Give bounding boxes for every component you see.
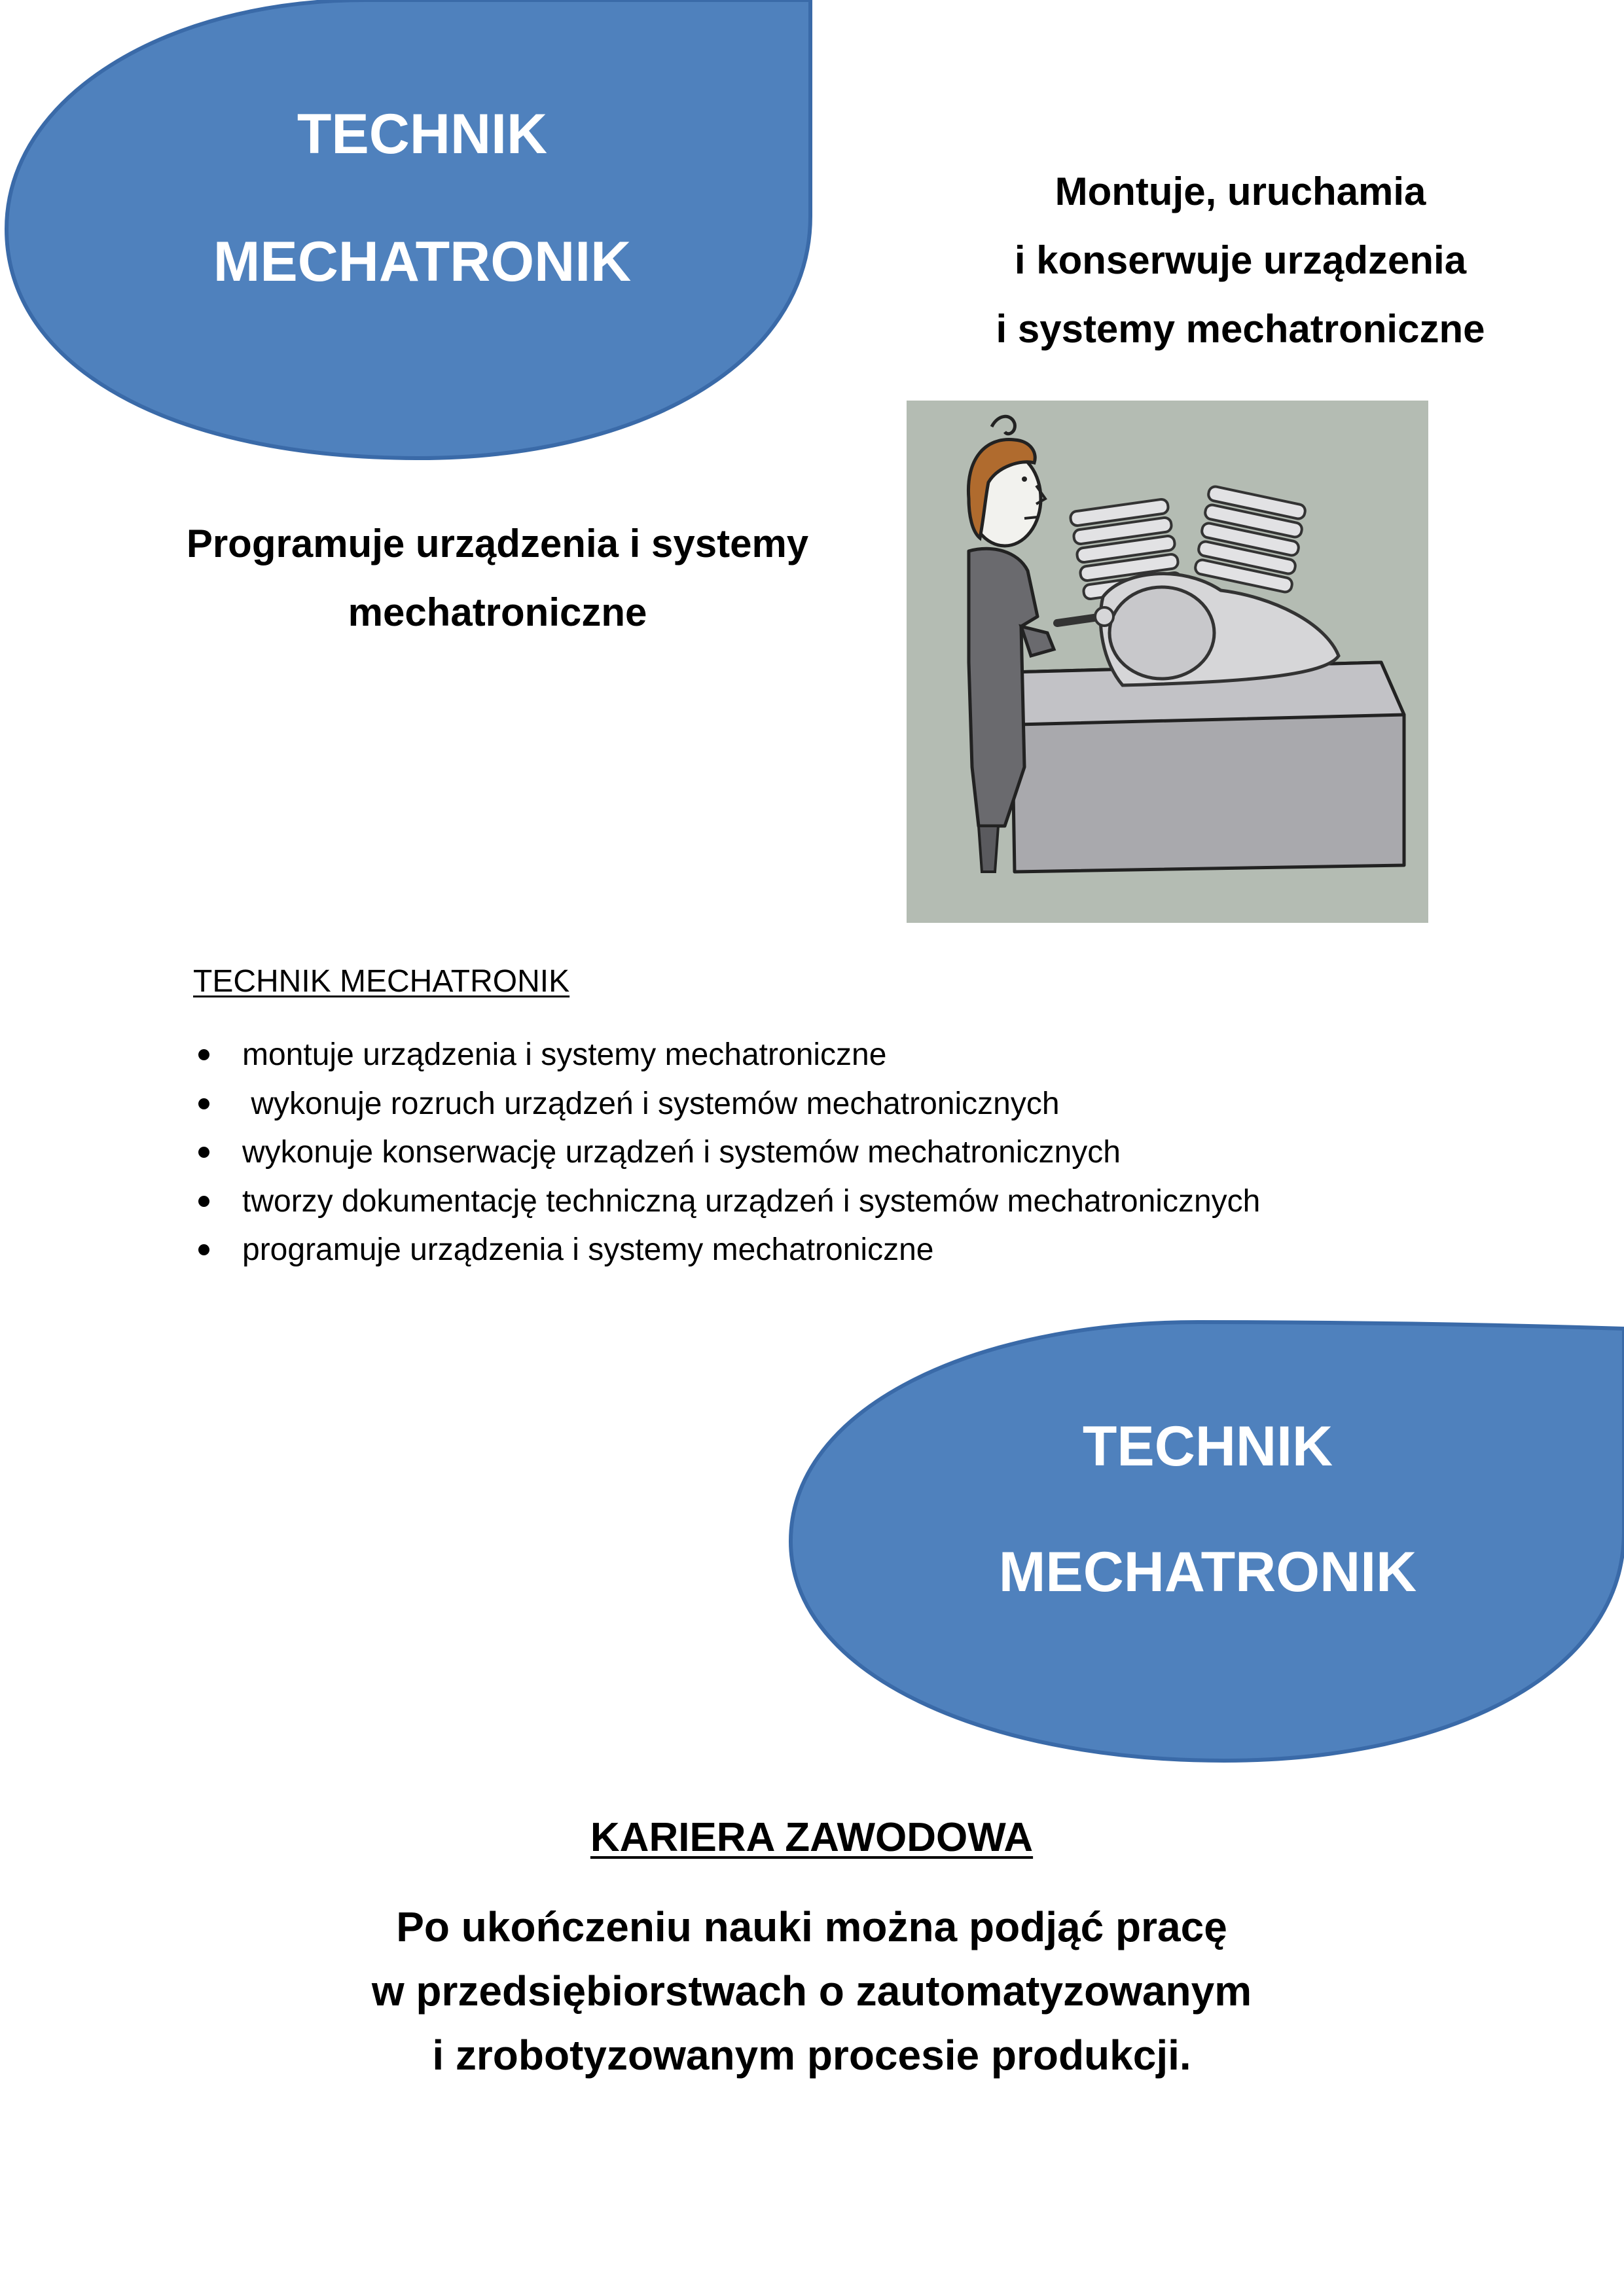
left-description-line: mechatroniczne xyxy=(348,590,647,634)
mechatronic-technician-with-engine-illustration xyxy=(907,401,1428,923)
bullet-icon xyxy=(198,1244,209,1255)
bullet-icon xyxy=(198,1196,209,1207)
list-item-text: wykonuje konserwację urządzeń i systemów mechatronicznych xyxy=(242,1135,1121,1170)
left-description-line: Programuje urządzenia i systemy xyxy=(186,522,809,565)
top-right-description-line: i konserwuje urządzenia xyxy=(1014,238,1467,282)
bullet-icon xyxy=(198,1049,209,1060)
bottom-oval-title-line2: MECHATRONIK xyxy=(998,1541,1417,1604)
top-oval-title-line1: TECHNIK xyxy=(297,103,548,166)
duties-list xyxy=(190,1031,1260,1275)
top-right-description-line: Montuje, uruchamia xyxy=(1055,170,1426,213)
bullet-icon xyxy=(198,1098,209,1109)
list-item-text: programuje urządzenia i systemy mechatroniczne xyxy=(242,1232,934,1267)
list-item xyxy=(190,1031,1260,1080)
left-description xyxy=(131,509,864,647)
list-item xyxy=(190,1177,1260,1227)
career-heading: KARIERA ZAWODOWA xyxy=(590,1815,1034,1860)
list-item-text: wykonuje rozruch urządzeń i systemów mechatronicznych xyxy=(242,1086,1060,1121)
list-item xyxy=(190,1080,1260,1129)
top-oval-title-line2: MECHATRONIK xyxy=(213,230,632,293)
bottom-oval-title-line1: TECHNIK xyxy=(1082,1415,1333,1478)
career-description xyxy=(242,1895,1381,2087)
list-item-text: montuje urządzenia i systemy mechatroniczne xyxy=(242,1037,887,1072)
career-description-line: w przedsiębiorstwach o zautomatyzowanym xyxy=(371,1967,1252,2015)
list-item xyxy=(190,1226,1260,1275)
list-item xyxy=(190,1128,1260,1177)
top-right-description-line: i systemy mechatroniczne xyxy=(996,307,1485,351)
career-description-line: Po ukończeniu nauki można podjąć pracę xyxy=(396,1903,1227,1950)
list-item-text: tworzy dokumentację techniczną urządzeń i systemów mechatronicznych xyxy=(242,1183,1261,1219)
top-right-description xyxy=(929,157,1551,363)
bullet-icon xyxy=(198,1147,209,1158)
career-description-line: i zrobotyzowanym procesie produkcji. xyxy=(432,2032,1191,2079)
duties-heading: TECHNIK MECHATRONIK xyxy=(193,964,570,999)
